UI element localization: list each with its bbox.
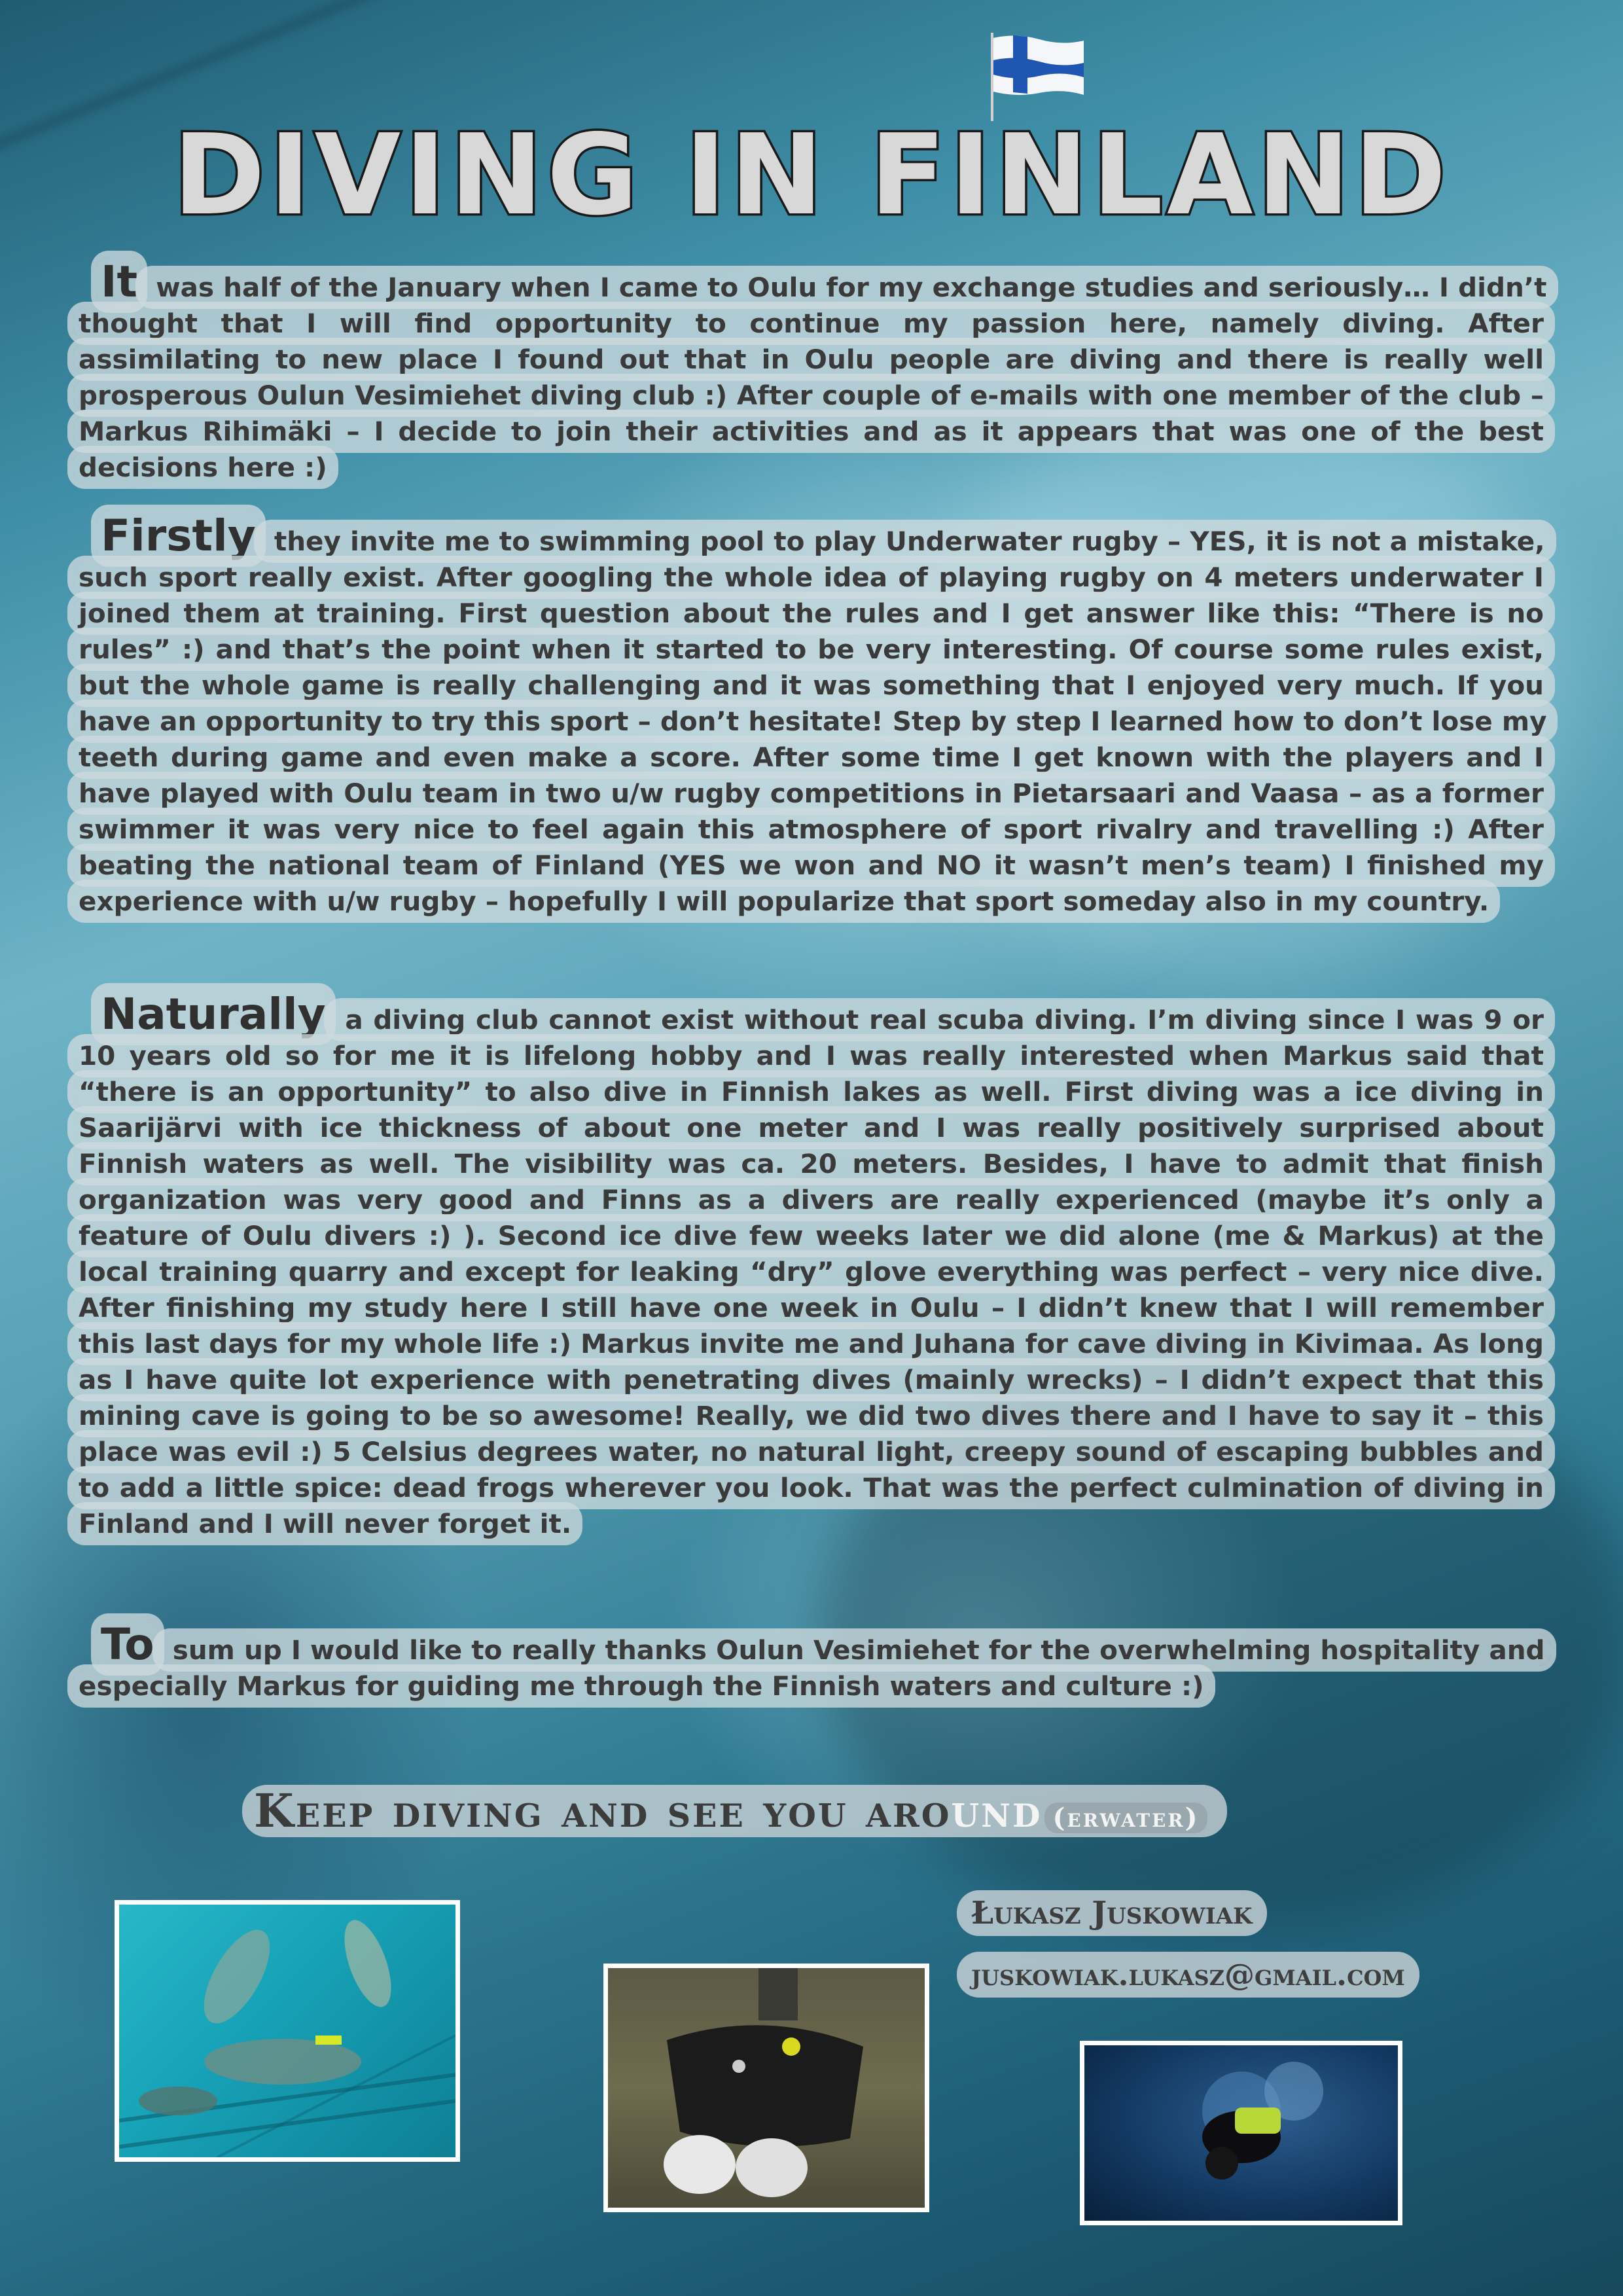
- author-email[interactable]: juskowiak.lukasz@gmail.com: [957, 1952, 1419, 1998]
- cave-diver-photo: [1080, 2041, 1402, 2225]
- paragraph-lead-word: Firstly: [97, 511, 260, 561]
- paragraph-text: a diving club cannot exist without real scuba diving. I’m diving since I was 9 or 10 years old so for me it is lifelong hobby and I was really interested when Markus said that “there is an opportunity” to also dive in Finnish lakes as well. First diving was a ice diving in Saarijärvi with ice thickness of about one meter and I was really positively surprised about Finnish waters as well. The visibility was ca. 20 meters. Besides, I have to admit that finish organization was very good and Finns as a divers are really experienced (maybe it’s only a feature of Oulu divers :) ). Second ice dive few weeks later we did alone (me & Markus) at the local training quarry and except for leaking “dry” glove everything was perfect – very nice dive. After finishing my study here I still have one week in Oulu – I didn’t knew that I will remember this last days for my whole life :) Markus invite me and Juhana for cave diving in Kivimaa. As long as I have quite lot experience with penetrating dives (mainly wrecks) – I didn’t expect that this mining cave is going to be so awesome! Really, we did two dives there and I have to say it – this place was evil :) 5 Celsius degrees water, no natural light, creepy sound of escaping bubbles and to add a little spice: dead frogs wherever you look. That was the perfect culmination of diving in Finland and I will never forget it.: [73, 1004, 1549, 1539]
- signoff-und: und: [951, 1784, 1043, 1838]
- author-name: Łukasz Juskowiak: [957, 1890, 1267, 1936]
- scuba-gear-photo: [603, 1964, 929, 2212]
- paragraph-rugby: [73, 511, 1549, 960]
- paragraph-intro: [73, 257, 1549, 490]
- paragraph-text: sum up I would like to really thanks Oulun Vesimiehet for the overwhelming hospitality and especially Markus for guiding me through the Finnish waters and culture :): [73, 1634, 1550, 1702]
- cave-scene: [1084, 2045, 1398, 2221]
- underwater-rugby-photo: [115, 1900, 460, 2162]
- paragraph-thanks: [73, 1619, 1549, 1705]
- paragraph-lead-word: It: [97, 257, 141, 307]
- signoff-text: Keep diving and see you aro: [254, 1784, 952, 1838]
- paragraph-lead-word: To: [97, 1619, 158, 1670]
- page-title: DIVING IN FINLAND: [173, 111, 1450, 240]
- gear-scene: [608, 1968, 925, 2208]
- paragraph-lead-word: Naturally: [97, 989, 330, 1039]
- paragraph-text: was half of the January when I came to Oulu for my exchange studies and seriously… I didn’t thought that I will find opportunity to continue my passion here, namely diving. After assimilating to new place I found out that in Oulu people are diving and there is really well prosperous Oulun Vesimiehet diving club :) After couple of e-mails with one member of the club – Markus Rihimäki – I decide to join their activities and as it appears that was one of the best decisions here :): [73, 272, 1552, 483]
- paragraph-scuba: [73, 989, 1549, 1582]
- finland-flag-icon: [987, 33, 1085, 121]
- pool-scene: [119, 1905, 455, 2157]
- signoff-banner: [242, 1785, 1227, 1837]
- signoff-erwater: (erwater): [1044, 1803, 1207, 1833]
- paragraph-text: they invite me to swimming pool to play Underwater rugby – YES, it is not a mistake, such sport really exist. After googling the whole idea of playing rugby on 4 meters underwater I joined them at training. First question about the rules and I get answer like this: “There is no rules” :) and that’s the point when it started to be very interesting. Of course some rules exist, but the whole game is really challenging and it was something that I enjoyed very much. If you have an opportunity to try this sport – don’t hesitate! Step by step I learned how to don’t lose my teeth during game and even make a score. After some time I get known with the players and I have played with Oulu team in two u/w rugby competitions in Pietarsaari and Vaasa – as a former swimmer it was very nice to feel again this atmosphere of sport rivalry and travelling :) After beating the national team of Finland (YES we won and NO it wasn’t men’s team) I finished my experience with u/w rugby – hopefully I will popularize that sport someday also in my country.: [73, 526, 1552, 917]
